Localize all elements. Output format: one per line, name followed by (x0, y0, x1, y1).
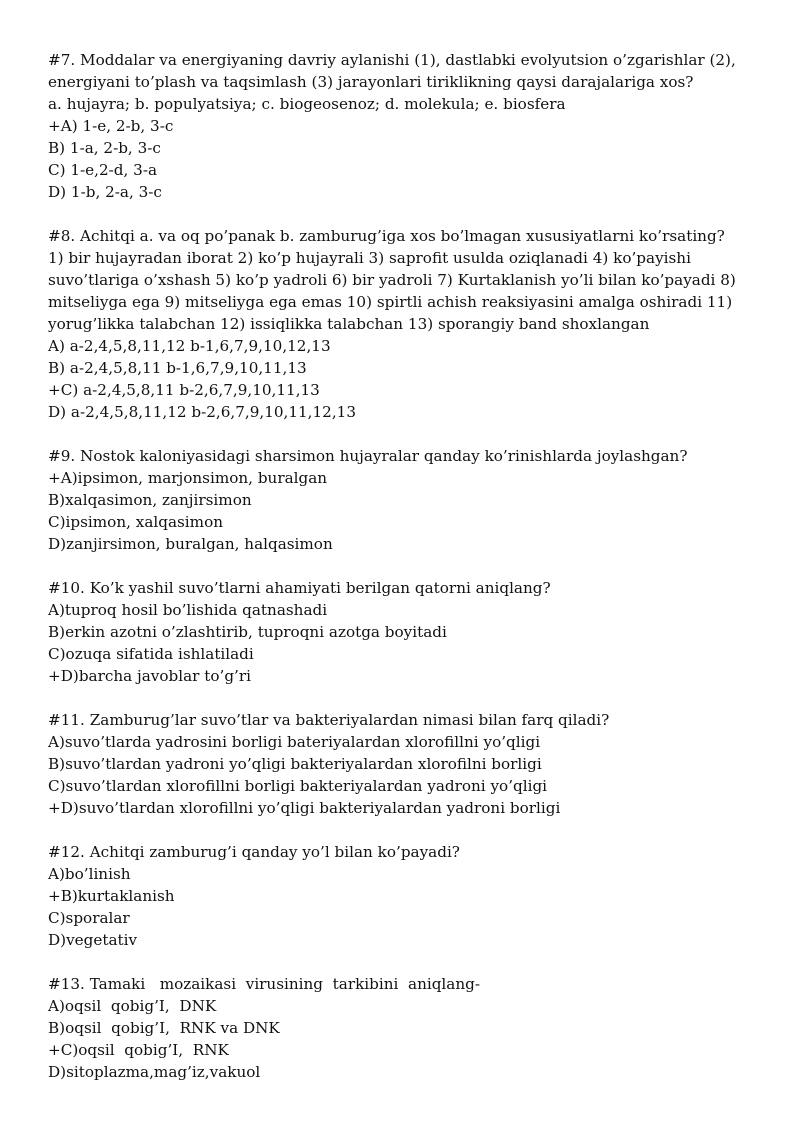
answer-option: +A)ipsimon, marjonsimon, buralgan (48, 469, 328, 487)
answer-option: D)zanjirsimon, buralgan, halqasimon (48, 535, 333, 553)
answer-option: C)ipsimon, xalqasimon (48, 513, 223, 531)
answer-option: +C)oqsil qobig’I, RNK (48, 1041, 229, 1059)
answer-option: C)suvo’tlardan xlorofillni borligi bakteriyalardan yadroni yo’qligi (48, 777, 548, 795)
answer-option: +A) 1-e, 2-b, 3-c (48, 117, 174, 135)
answer-option: D)vegetativ (48, 931, 138, 949)
answer-option: C)ozuqa sifatida ishlatiladi (48, 645, 254, 663)
answer-option: B)suvo’tlardan yadroni yo’qligi bakteriyalardan xlorofilni borligi (48, 755, 542, 773)
question-line: energiyani to’plash va taqsimlash (3) jarayonlari tiriklikning qaysi darajalariga xos? (48, 73, 694, 91)
question-line: mitseliyga ega 9) mitseliyga ega emas 10) spirtli achish reaksiyasini amalga oshiradi 11) (48, 293, 733, 311)
question-8 (48, 225, 760, 423)
question-12 (48, 841, 760, 951)
question-11 (48, 709, 760, 819)
question-line: suvo’tlariga o’xshash 5) ko’p yadroli 6) bir yadroli 7) Kurtaklanish yo’li bilan ko’payadi 8) (48, 271, 736, 289)
question-line: #10. Ko’k yashil suvo’tlarni ahamiyati berilgan qatorni aniqlang? (48, 579, 551, 597)
answer-option: +D)barcha javoblar to’g’ri (48, 667, 251, 685)
question-line: 1) bir hujayradan iborat 2) ko’p hujayrali 3) saprofit usulda oziqlanadi 4) ko’payishi (48, 249, 691, 267)
question-7 (48, 49, 760, 203)
answer-option: C)sporalar (48, 909, 130, 927)
answer-option: D)sitoplazma,mag’iz,vakuol (48, 1063, 261, 1081)
question-line: #12. Achitqi zamburug’i qanday yo’l bilan ko’payadi? (48, 843, 460, 861)
question-13 (48, 973, 760, 1083)
answer-option: A) a-2,4,5,8,11,12 b-1,6,7,9,10,12,13 (48, 337, 331, 355)
question-line: #8. Achitqi a. va oq po’panak b. zamburug’iga xos bo’lmagan xususiyatlarni ko’rsating? (48, 227, 725, 245)
answer-option: A)tuproq hosil bo’lishida qatnashadi (48, 601, 328, 619)
answer-option: +D)suvo’tlardan xlorofillni yo’qligi bakteriyalardan yadroni borligi (48, 799, 561, 817)
question-9 (48, 445, 760, 555)
question-line: yorug’likka talabchan 12) issiqlikka talabchan 13) sporangiy band shoxlangan (48, 315, 650, 333)
question-line: a. hujayra; b. populyatsiya; c. biogeosenoz; d. molekula; e. biosfera (48, 95, 566, 113)
answer-option: A)suvo’tlarda yadrosini borligi bateriyalardan xlorofillni yo’qligi (48, 733, 541, 751)
answer-option: B)oqsil qobig’I, RNK va DNK (48, 1019, 280, 1037)
question-line: #11. Zamburug’lar suvo’tlar va bakteriyalardan nimasi bilan farq qiladi? (48, 711, 610, 729)
answer-option: B) a-2,4,5,8,11 b-1,6,7,9,10,11,13 (48, 359, 307, 377)
answer-option: D) a-2,4,5,8,11,12 b-2,6,7,9,10,11,12,13 (48, 403, 356, 421)
answer-option: +B)kurtaklanish (48, 887, 175, 905)
question-line: #9. Nostok kaloniyasidagi sharsimon hujayralar qanday ko’rinishlarda joylashgan? (48, 447, 688, 465)
answer-option: D) 1-b, 2-a, 3-c (48, 183, 162, 201)
question-line: #7. Moddalar va energiyaning davriy aylanishi (1), dastlabki evolyutsion o’zgarishlar (2), (48, 51, 736, 69)
answer-option: B)xalqasimon, zanjirsimon (48, 491, 252, 509)
answer-option: +C) a-2,4,5,8,11 b-2,6,7,9,10,11,13 (48, 381, 320, 399)
question-line: #13. Tamaki mozaikasi virusining tarkibini aniqlang- (48, 975, 480, 993)
answer-option: A)oqsil qobig’I, DNK (48, 997, 217, 1015)
answer-option: B)erkin azotni o’zlashtirib, tuproqni azotga boyitadi (48, 623, 447, 641)
answer-option: A)bo’linish (48, 865, 131, 883)
question-10 (48, 577, 760, 687)
answer-option: B) 1-a, 2-b, 3-c (48, 139, 161, 157)
answer-option: C) 1-e,2-d, 3-a (48, 161, 158, 179)
